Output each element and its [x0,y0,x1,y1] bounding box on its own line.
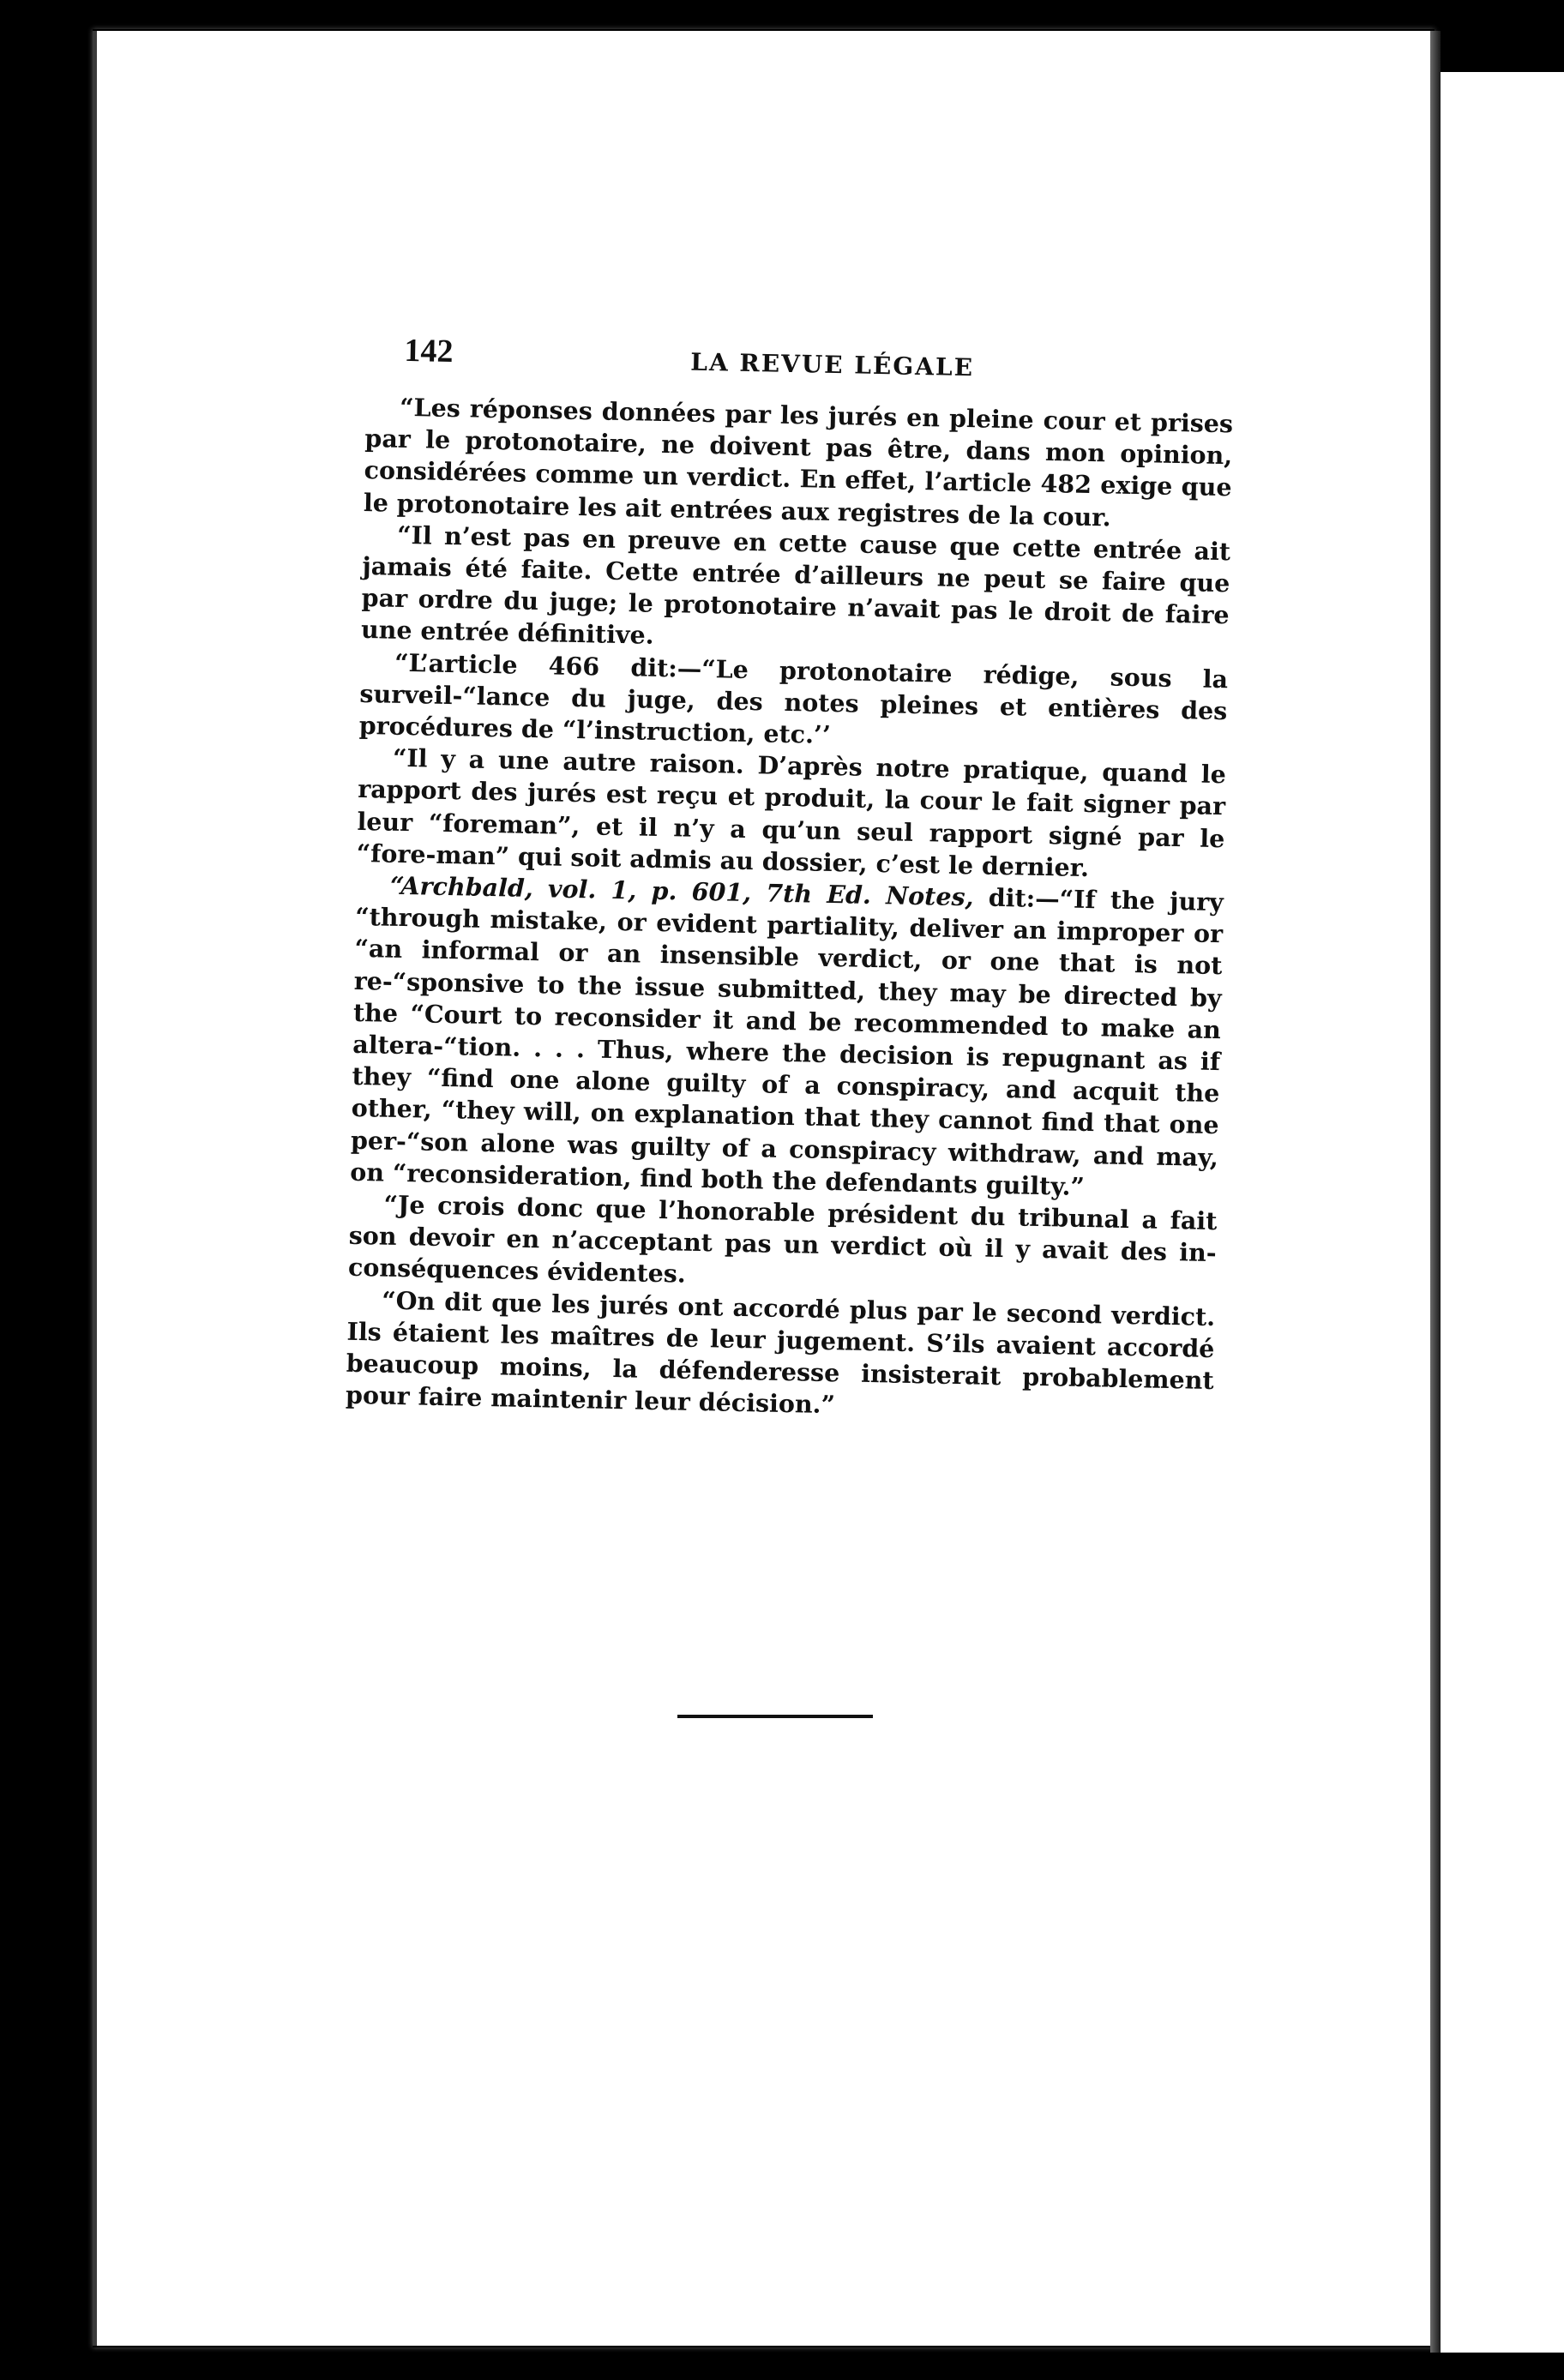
journal-title: LA REVUE LÉGALE [690,347,975,382]
page-number: 142 [404,332,454,370]
paragraph-text: “Il y a une autre raison. D’après notre pratique, quand le rapport des jurés est reçu et produit, la cour le fait signer par leur “foreman”, et il n’y a qu’un seul rapport signé par le “fore-man” qui soit admis au dossier, c’est le dernier. [356,742,1227,882]
paragraph-7 [346,1283,1216,1428]
paragraph-text: “Je crois donc que l’honorable président du tribunal a fait son devoir en n’acceptant pas un verdict où il y avait des in-conséquences évidentes. [347,1189,1218,1289]
paragraph-text: “Il n’est pas en preuve en cette cause que cette entrée ait jamais été faite. Cette entrée d’ailleurs ne peut se faire que par ordre du juge; le protonotaire n’avait pas le droit de faire une entrée définitive. [360,520,1231,651]
facing-page-edge [1441,72,1564,2353]
text-block [346,331,1235,1429]
paragraph-6 [348,1188,1218,1301]
paragraph-4 [356,742,1226,886]
paragraph-3 [358,646,1228,760]
citation: “Archbald, vol. 1, p. 601, 7th Ed. Notes, [389,870,974,912]
paragraph-text: dit:—“If the jury “through mistake, or evident partiality, deliver an improper or “an informal or an insensible verdict, or one that is not re-“sponsive to the issue submitted, they may be directed by the “Court to reconsider it and be recommended to make an altera-“tion. . . . Thus, where the decision is repugnant as if they “find one alone guilty of a conspiracy, and acquit the other, “they will, on explanation that they cannot find that one per-“son alone was guilty of a conspiracy withdraw, and may, on “reconsideration, find both the defendants guilty.” [349,882,1224,1201]
paragraph-text: “Les réponses données par les jurés en pleine cour et prises par le protonotaire, ne doivent pas être, dans mon opinion, considérées comme un verdict. En effet, l’article 482 exige que le protonotaire les ait entrées aux registres de la cour. [363,392,1234,532]
paragraph-5 [350,869,1224,1205]
paragraph-2 [361,519,1231,664]
section-end-rule [677,1715,873,1718]
paragraph-text: “On dit que les jurés ont accordé plus par le second verdict. Ils étaient les maîtres de leur jugement. S’ils avaient accordé beaucoup moins, la défenderesse insisterait probablement pour faire maintenir leur décision.” [345,1285,1216,1420]
page-gutter [1430,31,1441,2353]
paragraph-1 [364,391,1234,536]
paragraph-text: “L’article 466 dit:—“Le protonotaire rédige, sous la surveil-“lance du juge, des notes pleines et entières des procédures de “l’instruction, etc.’’ [358,647,1229,749]
